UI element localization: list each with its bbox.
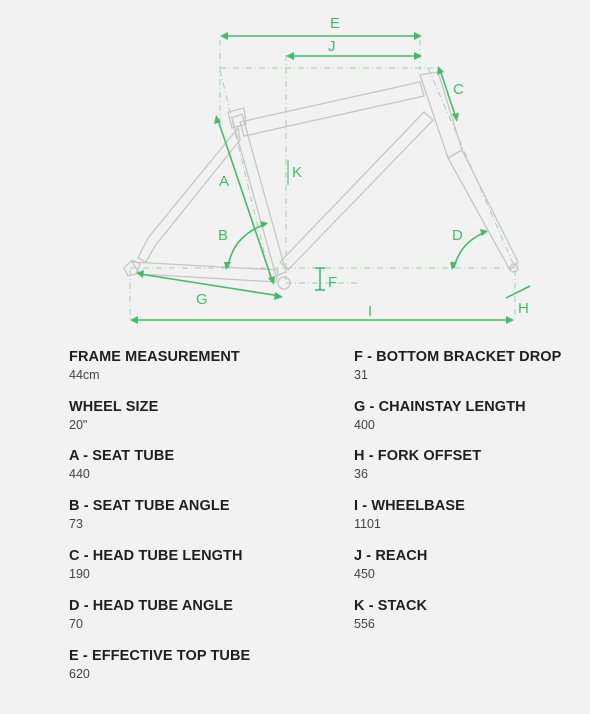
spec-value: 44cm bbox=[69, 368, 100, 382]
label-i: I bbox=[368, 303, 373, 320]
spec-reach bbox=[354, 547, 590, 582]
spec-value: 450 bbox=[354, 567, 375, 581]
spec-head-tube-length bbox=[69, 547, 309, 582]
spec-label: D - HEAD TUBE ANGLE bbox=[69, 598, 234, 614]
spec-value: 31 bbox=[354, 368, 368, 382]
label-g: G bbox=[196, 291, 208, 308]
spec-chainstay-length bbox=[354, 398, 590, 433]
spec-label: B - SEAT TUBE ANGLE bbox=[69, 498, 230, 514]
spec-label: H - FORK OFFSET bbox=[354, 448, 482, 464]
label-e: E bbox=[330, 15, 341, 32]
spec-head-tube-angle bbox=[69, 597, 309, 632]
spec-label: G - CHAINSTAY LENGTH bbox=[354, 399, 526, 415]
spec-stack bbox=[354, 597, 590, 632]
frame-geometry-diagram bbox=[0, 0, 590, 340]
spec-value: 620 bbox=[69, 667, 90, 681]
spec-value: 70 bbox=[69, 617, 83, 631]
spec-label: J - REACH bbox=[354, 548, 428, 564]
spec-label: F - BOTTOM BRACKET DROP bbox=[354, 349, 562, 365]
spec-value: 400 bbox=[354, 418, 375, 432]
spec-fork-offset bbox=[354, 447, 590, 482]
spec-label: E - EFFECTIVE TOP TUBE bbox=[69, 648, 251, 664]
spec-value: 190 bbox=[69, 567, 90, 581]
label-h: H bbox=[518, 300, 529, 317]
spec-label: I - WHEELBASE bbox=[354, 498, 465, 514]
spec-value: 556 bbox=[354, 617, 375, 631]
label-k: K bbox=[292, 164, 303, 181]
label-d: D bbox=[452, 227, 463, 244]
spec-value: 36 bbox=[354, 467, 368, 481]
spec-seat-tube bbox=[69, 447, 309, 482]
spec-label: A - SEAT TUBE bbox=[69, 448, 175, 464]
spec-value: 73 bbox=[69, 517, 83, 531]
spec-value: 1101 bbox=[354, 517, 381, 531]
spec-value: 20" bbox=[69, 418, 88, 432]
spec-effective-top-tube bbox=[69, 647, 309, 682]
spec-value: 440 bbox=[69, 467, 90, 481]
spec-frame-measurement bbox=[69, 348, 309, 383]
spec-label: WHEEL SIZE bbox=[69, 399, 159, 415]
label-j: J bbox=[328, 38, 336, 55]
spec-wheelbase bbox=[354, 497, 590, 532]
spec-label: K - STACK bbox=[354, 598, 428, 614]
label-a: A bbox=[219, 173, 230, 190]
label-c: C bbox=[453, 81, 464, 98]
spec-label: FRAME MEASUREMENT bbox=[69, 349, 240, 365]
label-f: F bbox=[328, 274, 338, 291]
spec-seat-tube-angle bbox=[69, 497, 309, 532]
spec-bottom-bracket-drop bbox=[354, 348, 590, 383]
label-b: B bbox=[218, 227, 229, 244]
spec-wheel-size bbox=[69, 398, 309, 433]
spec-label: C - HEAD TUBE LENGTH bbox=[69, 548, 243, 564]
